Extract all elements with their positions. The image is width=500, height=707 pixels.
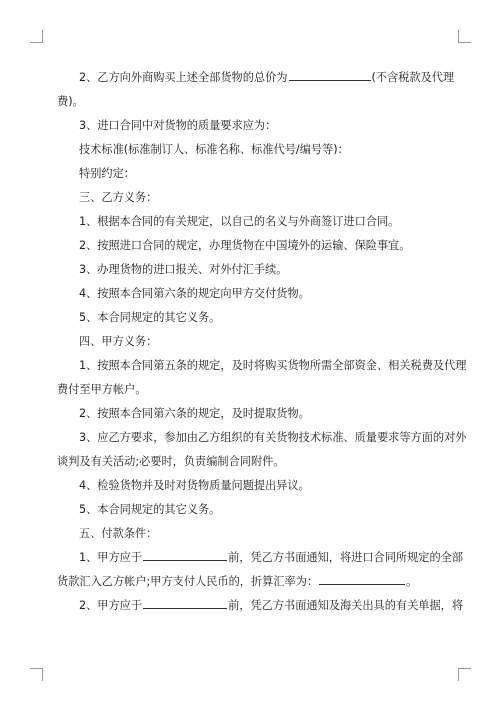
paragraph-line: 4、按照本合同第六条的规定向甲方交付货物。 xyxy=(79,287,310,300)
corner-mark-top-right xyxy=(458,30,471,43)
paragraph-line: 3、办理货物的进口报关、对外付汇手续。 xyxy=(79,263,288,276)
text: 货款汇入乙方帐户;甲方支付人民币的，折算汇率为： xyxy=(57,575,319,588)
paragraph-line: 技术标准(标准制订人、标准名称、标准代号/编号等)： xyxy=(79,143,349,156)
paragraph-line: 3、进口合同中对货物的质量要求应为： xyxy=(79,119,277,132)
fill-blank-date-1[interactable] xyxy=(143,549,227,561)
paragraph-payment-1 xyxy=(57,546,464,570)
corner-mark-top-left xyxy=(30,30,43,43)
paragraph-line: 5、本合同规定的其它义务。 xyxy=(79,311,221,324)
paragraph-line: 2、按照进口合同的规定，办理货物在中国境外的运输、保险事宜。 xyxy=(79,239,411,252)
text: 。 xyxy=(406,575,418,588)
paragraph-payment-2 xyxy=(57,594,464,618)
text: 2、乙方向外商购买上述全部货物的总价为 xyxy=(79,71,288,84)
corner-mark-bottom-right xyxy=(458,668,471,681)
text: 1、甲方应于 xyxy=(79,551,143,564)
paragraph-line: 费)。 xyxy=(57,95,84,108)
paragraph-line: 3、应乙方要求，参加由乙方组织的有关货物技术标准、质量要求等方面的对外 xyxy=(79,431,467,444)
paragraph-total-price xyxy=(57,66,455,90)
fill-blank-date-2[interactable] xyxy=(143,597,227,609)
text: 2、甲方应于 xyxy=(79,599,143,612)
text: 前，凭乙方书面通知及海关出具的有关单据，将 xyxy=(228,599,464,612)
section-heading: 三、乙方义务： xyxy=(79,191,158,204)
paragraph-line: 2、按照本合同第六条的规定，及时提取货物。 xyxy=(79,407,310,420)
corner-mark-bottom-left xyxy=(30,668,43,681)
paragraph-line: 1、按照本合同第五条的规定，及时将购买货物所需全部资金、相关税费及代理 xyxy=(79,359,467,372)
paragraph-line: 谈判及有关活动;必要时，负责编制合同附件。 xyxy=(57,455,285,468)
section-heading: 五、付款条件： xyxy=(79,527,158,540)
fill-blank-total-price[interactable] xyxy=(289,69,371,81)
paragraph-line: 费付至甲方帐户。 xyxy=(57,383,147,396)
document-body xyxy=(57,66,467,618)
text: 前，凭乙方书面通知，将进口合同所规定的全部 xyxy=(228,551,464,564)
section-heading: 四、甲方义务： xyxy=(79,335,158,348)
paragraph-line: 1、根据本合同的有关规定，以自己的名义与外商签订进口合同。 xyxy=(79,215,400,228)
paragraph-exchange-rate xyxy=(57,570,445,594)
fill-blank-exchange-rate[interactable] xyxy=(319,573,405,585)
paragraph-line: 特别约定： xyxy=(79,167,135,180)
paragraph-line: 4、检验货物并及时对货物质量问题提出异议。 xyxy=(79,479,310,492)
text: (不含税款及代理 xyxy=(371,71,455,84)
paragraph-line: 5、本合同规定的其它义务。 xyxy=(79,503,221,516)
